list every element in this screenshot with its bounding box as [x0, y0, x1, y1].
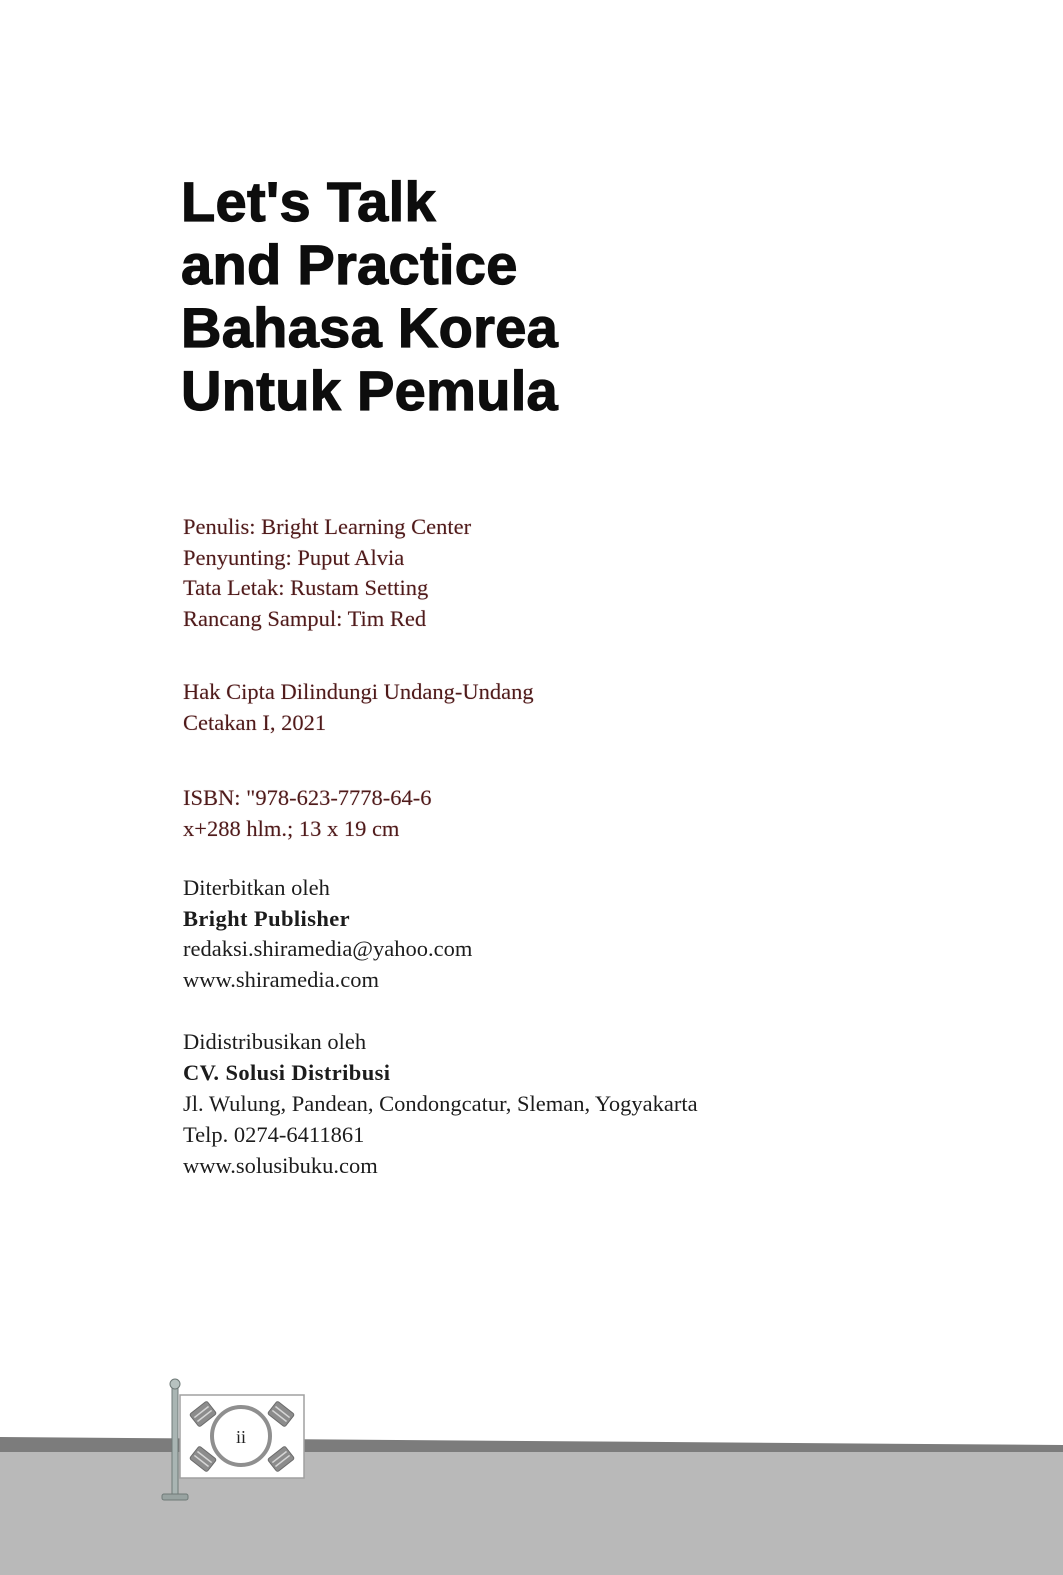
title-line: Bahasa Korea — [181, 296, 559, 359]
book-title — [181, 170, 558, 422]
distributor-website: www.solusibuku.com — [183, 1153, 378, 1178]
copyright-notice: Hak Cipta Dilindungi Undang-Undang — [183, 679, 534, 704]
author-credit: Penulis: Bright Learning Center — [183, 514, 472, 539]
distributor-label: Didistribusikan oleh — [183, 1029, 367, 1054]
page-number: ii — [235, 1427, 247, 1447]
credits-block — [183, 512, 471, 634]
publisher-name: Bright Publisher — [183, 905, 351, 931]
page-footer — [0, 1370, 1063, 1575]
flag-pole-base — [162, 1494, 188, 1500]
title-line: Let's Talk — [181, 170, 436, 233]
distributor-name: CV. Solusi Distribusi — [183, 1060, 391, 1085]
flag-pole — [172, 1384, 178, 1496]
publisher-block — [183, 873, 472, 995]
title-line: Untuk Pemula — [181, 359, 559, 422]
title-line: and Practice — [181, 233, 518, 296]
publisher-email: redaksi.shiramedia@yahoo.com — [183, 936, 473, 961]
flag-pole-knob — [170, 1379, 180, 1389]
edition-info: Cetakan I, 2021 — [183, 709, 327, 735]
isbn-block — [183, 783, 432, 844]
distributor-block — [183, 1026, 698, 1181]
layout-credit: Tata Letak: Rustam Setting — [183, 575, 429, 600]
distributor-phone: Telp. 0274-6411861 — [183, 1122, 365, 1147]
publisher-website: www.shiramedia.com — [183, 966, 379, 992]
footer-band — [0, 1452, 1063, 1575]
editor-credit: Penyunting: Puput Alvia — [183, 544, 405, 570]
cover-credit: Rancang Sampul: Tim Red — [183, 605, 427, 631]
distributor-address: Jl. Wulung, Pandean, Condongcatur, Sleman, Yogyakarta — [183, 1091, 698, 1116]
book-format: x+288 hlm.; 13 x 19 cm — [183, 815, 400, 841]
publisher-label: Diterbitkan oleh — [183, 875, 330, 900]
isbn-number: ISBN: "978-623-7778-64-6 — [183, 785, 432, 810]
footer-strip — [0, 1437, 1063, 1453]
copyright-block — [183, 677, 534, 738]
